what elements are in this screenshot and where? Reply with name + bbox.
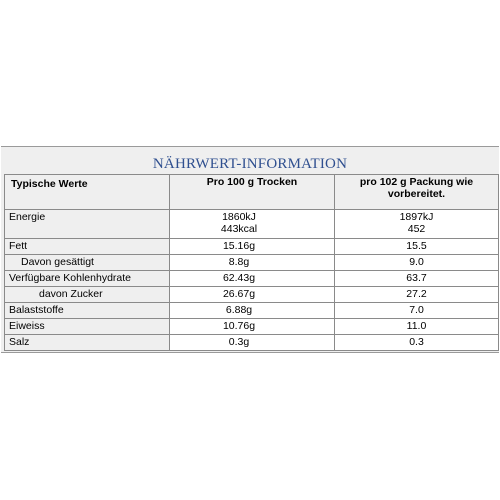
- value-gesaettigt-102g: 9.0: [335, 255, 499, 271]
- value-eiweiss-100g: 10.76g: [170, 319, 335, 335]
- table-row: [5, 287, 499, 303]
- row-label-gesaettigt: [5, 255, 170, 271]
- value-energie-102g-kj: 1897kJ: [399, 211, 434, 223]
- table-row: [5, 255, 499, 271]
- row-label-fett: Fett: [5, 239, 170, 255]
- value-salz-102g: 0.3: [335, 335, 499, 351]
- value-balaststoffe-102g: 7.0: [335, 303, 499, 319]
- header-pro-100g: [170, 175, 335, 210]
- row-label-gesaettigt-text: Davon gesättigt: [21, 256, 94, 268]
- value-fett-100g: 15.16g: [170, 239, 335, 255]
- value-kohlenhydrate-102g: 63.7: [335, 271, 499, 287]
- value-balaststoffe-100g: 6.88g: [170, 303, 335, 319]
- value-energie-102g: [335, 210, 499, 239]
- header-pro-102g-line2: vorbereitet.: [387, 188, 446, 200]
- table-row: [5, 335, 499, 351]
- header-pro-102g: [335, 175, 499, 210]
- value-zucker-102g: 27.2: [335, 287, 499, 303]
- value-energie-100g: [170, 210, 335, 239]
- header-pro-102g-line1: pro 102 g Packung wie: [359, 176, 474, 188]
- row-label-kohlenhydrate: Verfügbare Kohlenhydrate: [5, 271, 170, 287]
- value-kohlenhydrate-100g: 62.43g: [170, 271, 335, 287]
- table-row: [5, 210, 499, 239]
- row-label-balaststoffe: Balaststoffe: [5, 303, 170, 319]
- value-zucker-100g: 26.67g: [170, 287, 335, 303]
- table-title: NÄHRWERT-INFORMATION: [152, 156, 348, 172]
- value-energie-102g-kcal: 452: [407, 223, 426, 235]
- value-energie-100g-kcal: 443kcal: [220, 223, 258, 235]
- value-gesaettigt-100g: 8.8g: [170, 255, 335, 271]
- table-row: [5, 319, 499, 335]
- row-label-zucker: [5, 287, 170, 303]
- row-label-salz: Salz: [5, 335, 170, 351]
- nutrition-panel: [1, 146, 499, 353]
- header-typische-werte: Typische Werte: [5, 175, 170, 210]
- table-row: [5, 271, 499, 287]
- header-pro-100g-label: Pro 100 g Trocken: [206, 176, 298, 188]
- row-label-zucker-text: davon Zucker: [39, 288, 103, 300]
- table-row: [5, 239, 499, 255]
- value-fett-102g: 15.5: [335, 239, 499, 255]
- header-row: [5, 175, 499, 210]
- value-energie-100g-kj: 1860kJ: [222, 211, 256, 223]
- value-salz-100g: 0.3g: [170, 335, 335, 351]
- table-row: [5, 303, 499, 319]
- row-label-eiweiss: Eiweiss: [5, 319, 170, 335]
- value-eiweiss-102g: 11.0: [335, 319, 499, 335]
- nutrition-table: [4, 174, 499, 351]
- row-label-energie: Energie: [5, 210, 170, 239]
